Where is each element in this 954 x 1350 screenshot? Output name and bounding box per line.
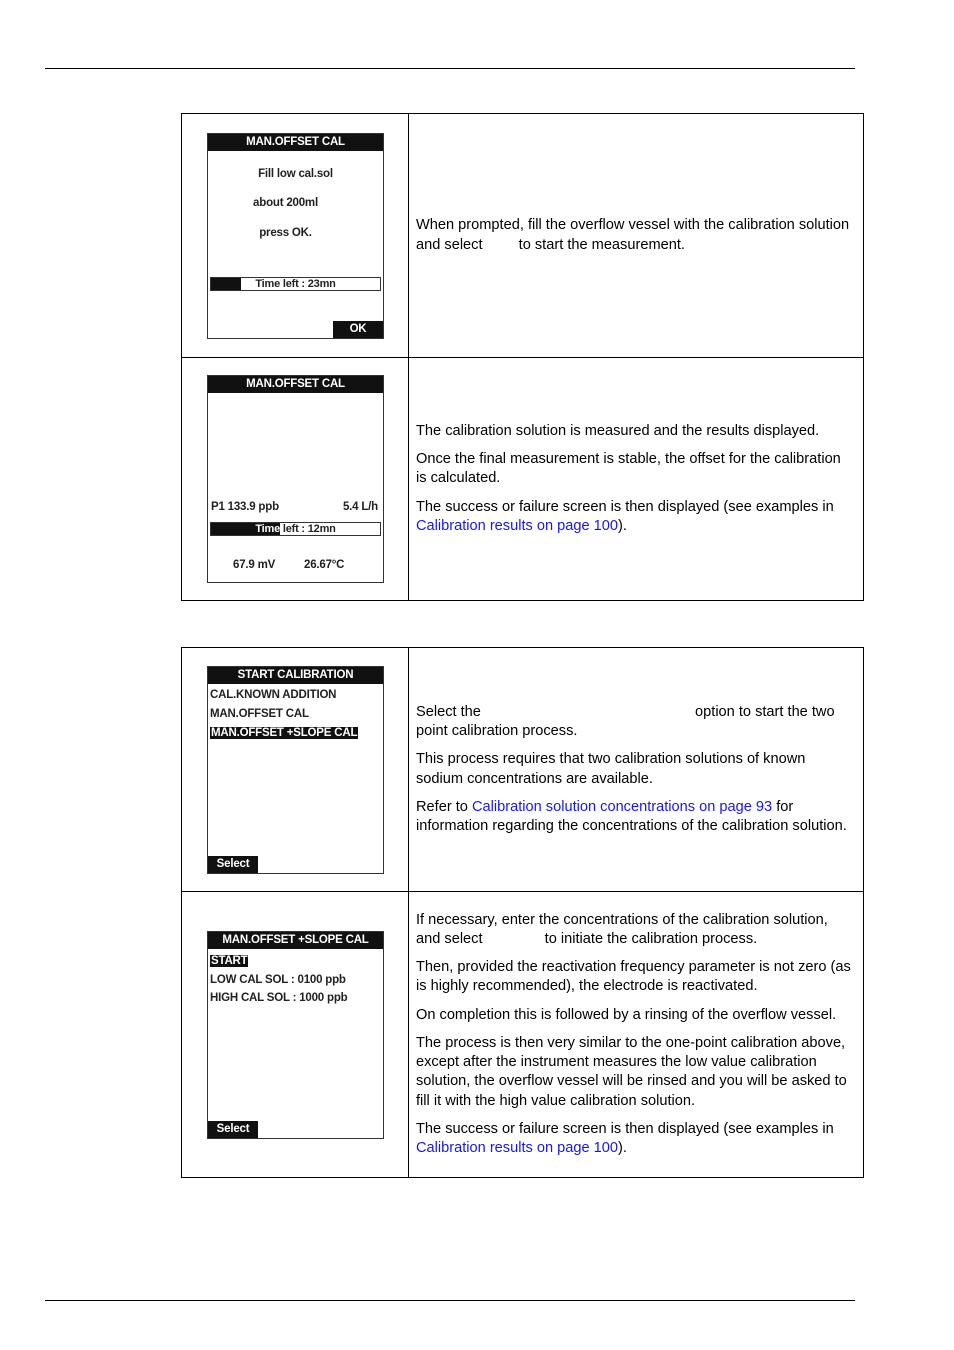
lcd-screen-fill-low bbox=[207, 133, 384, 339]
paragraph bbox=[416, 498, 855, 536]
screen-line: Fill low cal.sol bbox=[258, 167, 333, 180]
text: ). bbox=[618, 517, 627, 534]
text: The success or failure screen is then displayed (see examples in bbox=[416, 498, 834, 515]
menu-item-selected[interactable]: MAN.OFFSET +SLOPE CAL bbox=[211, 726, 358, 739]
calibration-results-link[interactable]: Calibration results on page 100 bbox=[416, 517, 619, 534]
offset-calibration-table bbox=[181, 113, 864, 601]
table-row bbox=[182, 892, 864, 1178]
step-description bbox=[409, 892, 864, 1178]
offset-slope-calibration-table bbox=[181, 647, 864, 1178]
header-rule bbox=[45, 68, 855, 69]
screen-title: MAN.OFFSET +SLOPE CAL bbox=[208, 932, 383, 949]
reading-value: P1 133.9 ppb bbox=[211, 501, 279, 513]
select-softkey[interactable]: Select bbox=[208, 856, 258, 873]
paragraph bbox=[416, 216, 855, 254]
low-cal-sol-field[interactable]: LOW CAL SOL : 0100 ppb bbox=[210, 973, 346, 986]
text: ). bbox=[618, 1139, 627, 1156]
lcd-screen-measuring bbox=[207, 375, 384, 583]
text: to initiate the calibration process. bbox=[544, 931, 758, 948]
text: for information regarding the concentrations of the calibration solution. bbox=[416, 798, 847, 834]
start-option[interactable]: START bbox=[211, 954, 248, 967]
time-left-progress bbox=[210, 522, 381, 536]
step-description bbox=[409, 648, 864, 892]
screen-title: START CALIBRATION bbox=[208, 667, 383, 684]
ok-softkey[interactable]: OK bbox=[333, 321, 383, 338]
menu-item[interactable]: MAN.OFFSET CAL bbox=[210, 707, 309, 720]
lcd-screen-offset-slope bbox=[207, 931, 384, 1139]
temperature-value: 26.67°C bbox=[304, 559, 345, 571]
lcd-screen-start-calibration bbox=[207, 666, 384, 874]
time-left-label: Time left : 12mn bbox=[255, 523, 336, 535]
paragraph: Once the final measurement is stable, the offset for the calibration is calculated. bbox=[416, 451, 841, 487]
paragraph bbox=[416, 703, 855, 741]
mv-value: 67.9 mV bbox=[233, 559, 276, 571]
menu-item[interactable]: CAL.KNOWN ADDITION bbox=[210, 688, 337, 701]
paragraph: Then, provided the reactivation frequency parameter is not zero (as is highly recommended), the electrode is reactivated. bbox=[416, 959, 851, 995]
screen-title: MAN.OFFSET CAL bbox=[208, 134, 383, 151]
text: If necessary, enter the concentrations of the calibration solution, and select bbox=[416, 911, 828, 948]
flow-value: 5.4 L/h bbox=[342, 501, 378, 513]
high-cal-sol-field[interactable]: HIGH CAL SOL : 1000 ppb bbox=[210, 991, 348, 1004]
screen-cell bbox=[182, 648, 409, 892]
text: option to start the two point calibration process. bbox=[416, 703, 835, 740]
step-description bbox=[409, 358, 864, 601]
table-row bbox=[182, 114, 864, 358]
time-left-label: Time left : 23mn bbox=[255, 277, 336, 290]
paragraph bbox=[416, 1120, 855, 1158]
paragraph bbox=[416, 798, 855, 836]
screen-cell bbox=[182, 114, 409, 358]
step-description bbox=[409, 114, 864, 358]
screen-cell bbox=[182, 358, 409, 601]
text: to start the measurement. bbox=[518, 236, 685, 253]
calibration-concentrations-link[interactable]: Calibration solution concentrations on page 93 bbox=[471, 798, 773, 815]
text: When prompted, fill the overflow vessel with the calibration solution and select bbox=[416, 217, 850, 253]
text: The success or failure screen is then displayed (see examples in bbox=[416, 1120, 834, 1137]
screen-cell bbox=[182, 892, 409, 1178]
text: Refer to bbox=[416, 798, 468, 815]
screen-title: MAN.OFFSET CAL bbox=[208, 376, 383, 393]
time-left-progress bbox=[210, 277, 381, 291]
screen-line: press OK. bbox=[259, 226, 312, 239]
table-row bbox=[182, 358, 864, 601]
select-softkey[interactable]: Select bbox=[208, 1121, 258, 1138]
calibration-results-link[interactable]: Calibration results on page 100 bbox=[416, 1139, 619, 1156]
table-row bbox=[182, 648, 864, 892]
text: Select the bbox=[416, 703, 481, 720]
screen-line: about 200ml bbox=[253, 196, 318, 209]
paragraph: The calibration solution is measured and the results displayed. bbox=[416, 422, 820, 439]
paragraph: On completion this is followed by a rinsing of the overflow vessel. bbox=[416, 1006, 837, 1023]
paragraph: This process requires that two calibration solutions of known sodium concentrations are available. bbox=[416, 751, 806, 787]
footer-rule bbox=[45, 1300, 855, 1301]
paragraph: The process is then very similar to the one-point calibration above, except after the instrument measures the low value calibration solution, the overflow vessel will be rinsed and you will be asked to fill it with the high value calibration solution. bbox=[416, 1034, 847, 1109]
paragraph bbox=[416, 911, 855, 949]
